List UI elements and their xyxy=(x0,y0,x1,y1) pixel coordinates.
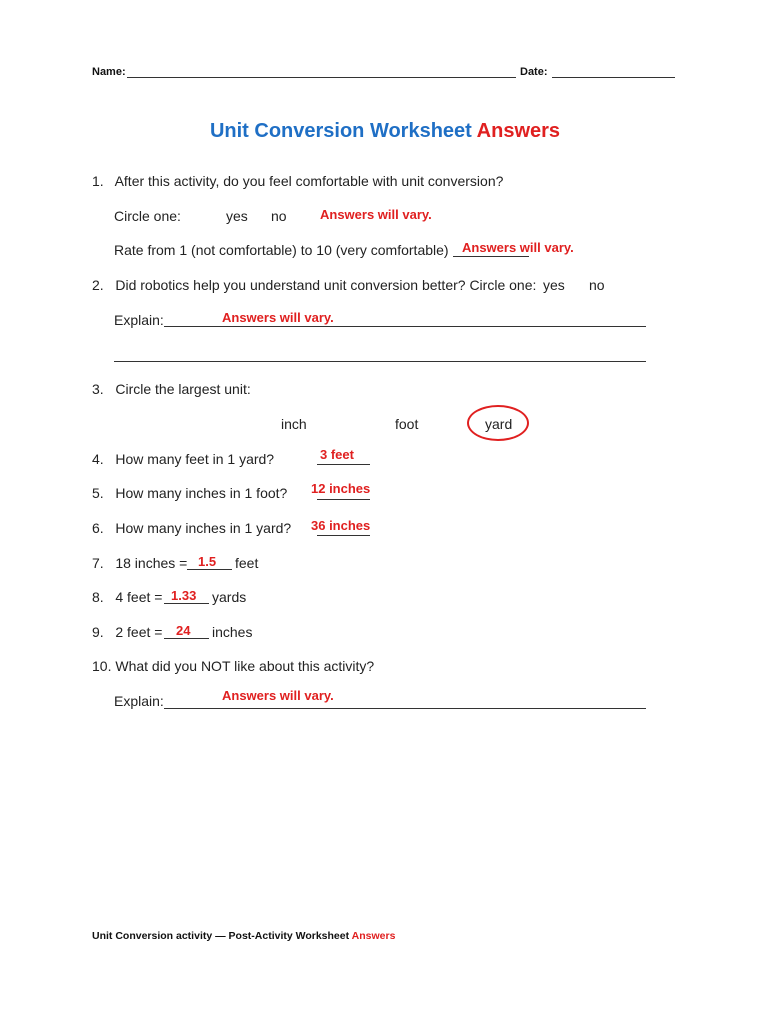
q4-text: 4. How many feet in 1 yard? xyxy=(92,451,275,467)
title-main: Unit Conversion Worksheet xyxy=(209,120,472,142)
q6-answer: 36 inches xyxy=(311,518,371,533)
footer-text: Unit Conversion activity — Post-Activity Worksheet xyxy=(92,930,350,942)
q1-option-yes: yes xyxy=(226,208,248,224)
q9-prefix: 9. 2 feet = xyxy=(92,624,163,640)
q9-answer: 24 xyxy=(176,623,191,638)
title-accent: Answers xyxy=(476,120,561,142)
q2-answer: Answers will vary. xyxy=(222,310,334,325)
q10-explain-line xyxy=(164,708,646,709)
q6-answer-line xyxy=(317,535,370,536)
q10-explain-label: Explain: xyxy=(114,693,164,709)
q8-suffix: yards xyxy=(212,589,247,605)
q8-answer-line xyxy=(164,603,209,604)
q5-answer: 12 inches xyxy=(311,481,371,496)
q6-text: 6. How many inches in 1 yard? xyxy=(92,520,292,536)
date-line xyxy=(552,77,675,78)
q7-answer-line xyxy=(187,569,232,570)
q2-option-yes: yes xyxy=(543,277,565,293)
q10-answer: Answers will vary. xyxy=(222,688,334,703)
page-footer xyxy=(92,930,395,942)
q1-answer: Answers will vary. xyxy=(320,207,432,222)
q3-text: 3. Circle the largest unit: xyxy=(92,381,251,397)
q9-answer-line xyxy=(164,638,209,639)
q1-rate-answer: Answers will vary. xyxy=(462,240,574,255)
q4-answer-line xyxy=(317,464,370,465)
q2-explain-line xyxy=(164,326,646,327)
q1-rate-line xyxy=(453,256,529,257)
page-title xyxy=(0,120,770,143)
q5-text: 5. How many inches in 1 foot? xyxy=(92,485,288,501)
q2-text: 2. Did robotics help you understand unit conversion better? Circle one: xyxy=(92,277,537,293)
q1-text: 1. After this activity, do you feel comfortable with unit conversion? xyxy=(92,173,504,189)
q8-answer: 1.33 xyxy=(171,588,197,603)
q10-text: 10. What did you NOT like about this activity? xyxy=(92,658,375,674)
q3-option-yard: yard xyxy=(485,416,513,432)
q8-prefix: 8. 4 feet = xyxy=(92,589,163,605)
q7-answer: 1.5 xyxy=(198,554,217,569)
q4-answer: 3 feet xyxy=(320,447,354,462)
q3-option-inch: inch xyxy=(281,416,307,432)
q7-prefix: 7. 18 inches = xyxy=(92,555,188,571)
q1-circle-label: Circle one: xyxy=(114,208,181,224)
q1-rate-text: Rate from 1 (not comfortable) to 10 (very comfortable) xyxy=(114,242,449,258)
name-label: Name: xyxy=(92,66,126,78)
name-line xyxy=(127,77,516,78)
footer-accent: Answers xyxy=(351,930,396,942)
q2-option-no: no xyxy=(589,277,605,293)
q7-suffix: feet xyxy=(235,555,259,571)
q3-answer-circle xyxy=(467,405,529,441)
q3-option-foot: foot xyxy=(395,416,419,432)
q9-suffix: inches xyxy=(212,624,253,640)
q2-explain-label: Explain: xyxy=(114,312,164,328)
q1-option-no: no xyxy=(271,208,287,224)
q5-answer-line xyxy=(317,499,370,500)
q2-extra-line xyxy=(114,361,646,362)
date-label: Date: xyxy=(520,66,548,78)
